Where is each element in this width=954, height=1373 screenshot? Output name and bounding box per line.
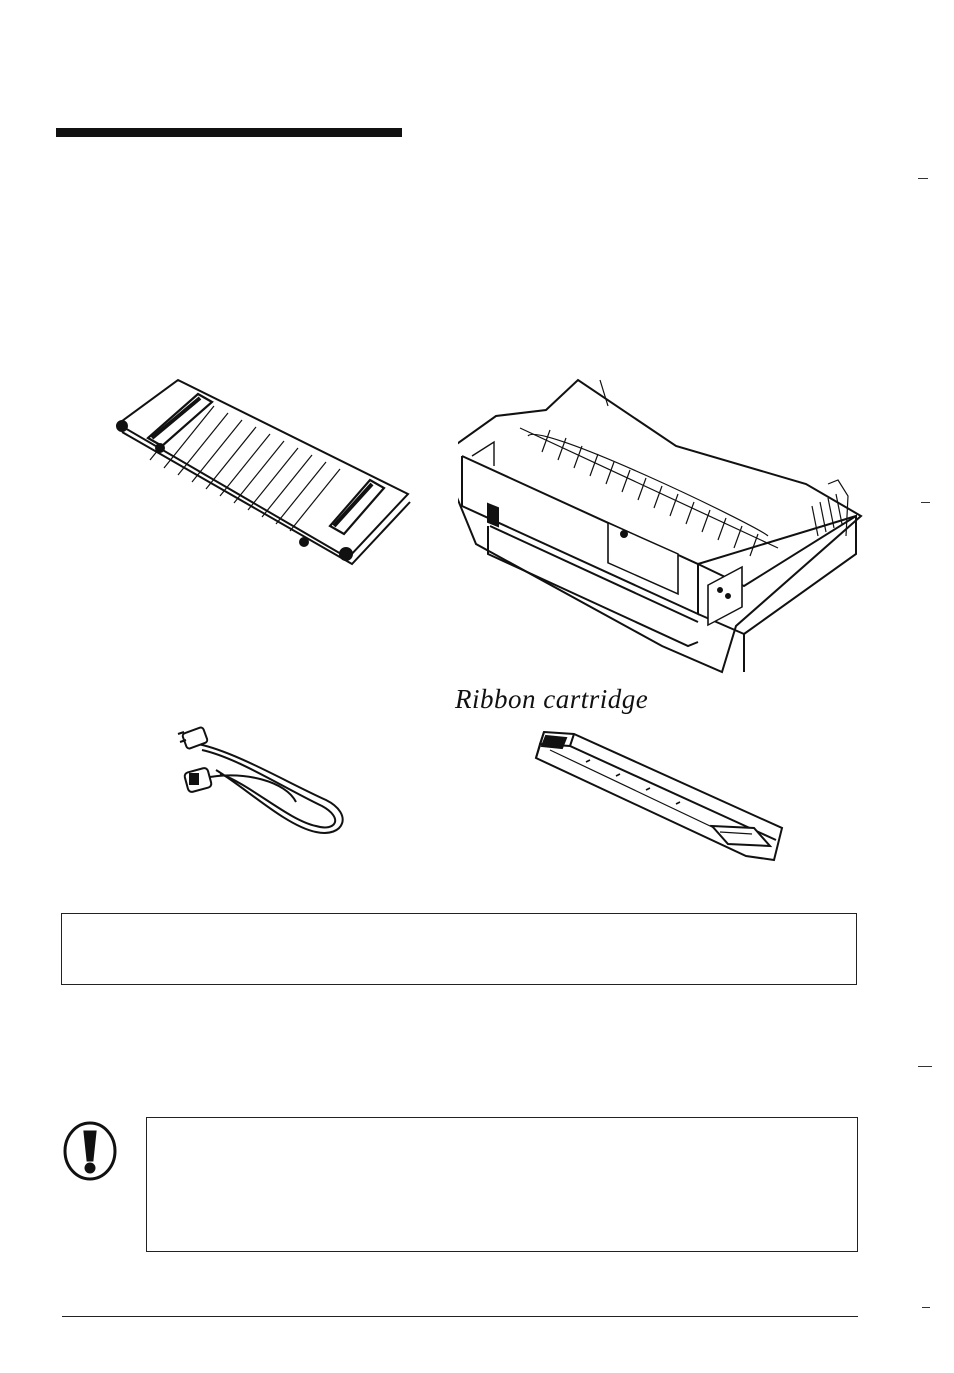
- ribbon-cartridge-caption: Ribbon cartridge: [455, 684, 649, 714]
- margin-mark: [921, 502, 930, 503]
- exclamation-circle-icon: [62, 1120, 118, 1182]
- caution-box: [146, 1117, 858, 1252]
- ribbon-cartridge-illustration: [526, 728, 788, 864]
- margin-mark: [918, 1066, 932, 1067]
- margin-mark: [922, 1307, 930, 1308]
- footer-rule: [62, 1316, 858, 1317]
- note-box: [61, 913, 857, 985]
- printer-illustration: [458, 376, 863, 678]
- power-cord-illustration: [176, 722, 352, 840]
- paper-guide-illustration: [108, 376, 413, 566]
- heading-rule: [56, 128, 402, 137]
- margin-mark: [918, 178, 928, 179]
